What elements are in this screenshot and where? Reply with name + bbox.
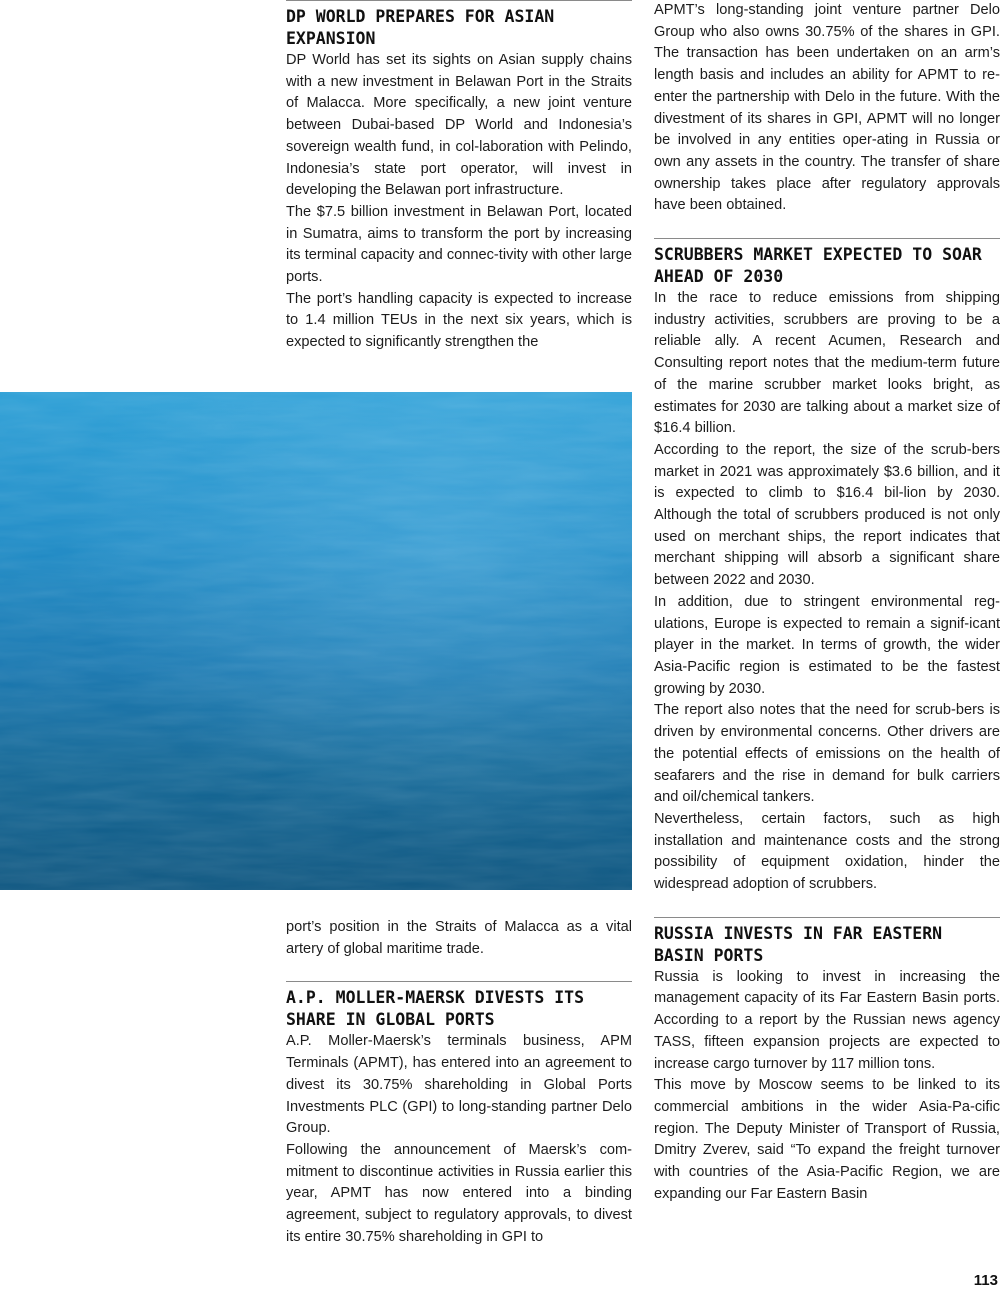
- article-title-russia: RUSSIA INVESTS IN FAR EASTERN BASIN PORTS: [654, 923, 943, 965]
- article-paragraph: port’s position in the Straits of Malacca as a vital artery of global maritime trade.: [286, 919, 632, 957]
- article-paragraph: Russia is looking to invest in increasing the management capacity of its Far Eastern Basin ports. According to a report by the Russian news agency TASS, fifteen expansion projects are expected to increase cargo turnover by 117 million tons.: [654, 968, 1000, 1072]
- article-paragraph: Following the announcement of Maersk’s com-mitment to discontinue activities in Russia earlier this year, APMT has now entered into a binding agreement, subject to regulatory approvals, to divest its entire 30.75% shareholding in GPI to: [286, 1141, 632, 1245]
- article-paragraph: In addition, due to stringent environmental reg-ulations, Europe is expected to remain a signif-icant player in the market. In terms of growth, the wider Asia-Pacific region is estimated to be the fastest growing by 2030.: [654, 593, 1000, 697]
- article-paragraph: The port’s handling capacity is expected to increase to 1.4 million TEUs in the next six years, which is expected to significantly strengthen the: [286, 290, 632, 351]
- column-left-bottom: [286, 917, 632, 1248]
- article-title-dp-world: DP WORLD PREPARES FOR ASIAN EXPANSION: [286, 7, 555, 48]
- article-paragraph: APMT’s long-standing joint venture partner Delo Group who also owns 30.75% of the shares in GPI. The transaction has been undertaken on an arm’s length basis and includes an ability for APMT to re-enter the partnership with Delo in the future. With the divestment of its shares in GPI, APMT will no longer be involved in any entities oper-ating in Russia or own any assets in the country. The transfer of share ownership takes place after regulatory approvals have been obtained.: [654, 2, 1000, 214]
- article-paragraph: DP World has set its sights on Asian supply chains with a new investment in Belawan Port in the Straits of Malacca. More specifically, a new joint venture between Dubai-based DP World and Indonesia’s sovereign wealth fund, in col-laboration with Pelindo, Indonesia’s state port operator, will invest in developing the Belawan port infrastructure.: [286, 52, 632, 199]
- page-number: 113: [973, 1272, 998, 1289]
- article-paragraph: Nevertheless, certain factors, such as high installation and maintenance costs and the strong possibility of equipment oxidation, hinder the widespread adoption of scrubbers.: [654, 810, 1000, 893]
- article-paragraph: This move by Moscow seems to be linked to its commercial ambitions in the wider Asia-Pa-cific region. The Deputy Minister of Transport of Russia, Dmitry Zverev, said “To expand the freight turnover with countries of the Asia-Pacific Region, we are expanding our Far Eastern Basin: [654, 1077, 1000, 1202]
- article-title-maersk: A.P. MOLLER-MAERSK DIVESTS ITS SHARE IN GLOBAL PORTS: [286, 988, 585, 1030]
- ocean-photo: [0, 392, 632, 890]
- article-paragraph: A.P. Moller-Maersk’s terminals business, APM Terminals (APMT), has entered into an agreement to divest its 30.75% shareholding in Global Ports Investments PLC (GPI) to long-standing partner Delo Group.: [286, 1033, 632, 1137]
- article-title-scrubbers: SCRUBBERS MARKET EXPECTED TO SOAR AHEAD OF 2030: [654, 245, 982, 287]
- article-paragraph: In the race to reduce emissions from shipping industry activities, scrubbers are proving to be a reliable ally. A recent Acumen, Research and Consulting report notes that the medium-term future of the marine scrubber market looks bright, as estimates for 2030 are talking about a market size of $16.4 billion.: [654, 290, 1000, 437]
- article-paragraph: The report also notes that the need for scrub-bers is driven by environmental concerns. Other drivers are the potential effects of emissions on the health of seafarers and the rise in demand for bulk carriers and oil/chemical tankers.: [654, 702, 1000, 806]
- ocean-texture: [0, 392, 632, 890]
- column-left-top: [286, 0, 632, 354]
- article-paragraph: The $7.5 billion investment in Belawan Port, located in Sumatra, aims to transform the port by increasing its terminal capacity and connec-tivity with other large ports.: [286, 203, 632, 286]
- column-right: [654, 0, 1000, 1205]
- article-paragraph: According to the report, the size of the scrub-bers market in 2021 was approximately $3.6 billion, and it is expected to climb to $16.4 bil-lion by 2030. Although the total of scrubbers produced is not only used on merchant ships, the report indicates that merchant shipping will absorb a significant share between 2022 and 2030.: [654, 441, 1000, 589]
